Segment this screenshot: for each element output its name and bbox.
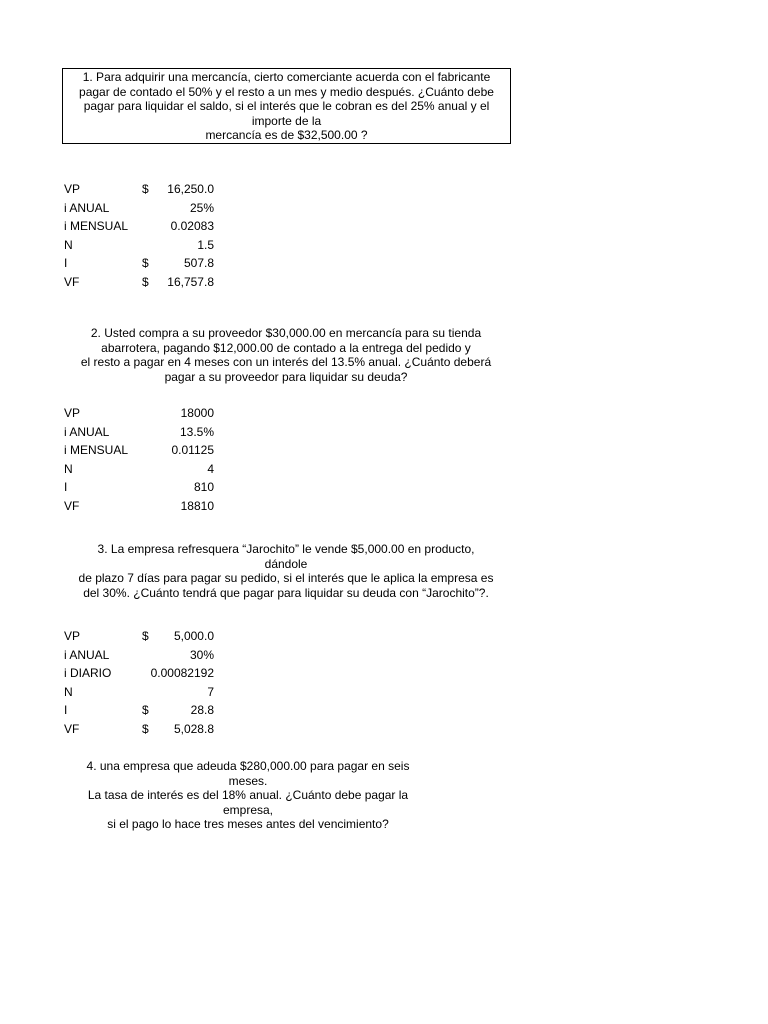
row-label: VP (64, 406, 81, 420)
problem-line: el resto a pagar en 4 meses con un interés del 13.5% anual. ¿Cuánto deberá (80, 355, 492, 369)
table-row (64, 478, 214, 497)
problem-3-table (64, 627, 214, 739)
row-label: N (64, 684, 73, 699)
row-label: i ANUAL (64, 200, 110, 215)
row-value: 507.8 (183, 256, 214, 271)
problem-2-table (64, 404, 214, 516)
problem-line: de plazo 7 días para pagar su pedido, si el interés que le aplica la empresa es (78, 571, 494, 585)
row-label: VF (64, 274, 80, 289)
currency-sign: $ (142, 703, 149, 718)
problem-line: empresa, (222, 802, 274, 817)
row-label: i MENSUAL (64, 219, 129, 234)
problem-line: pagar de contado el 50% y el resto a un mes y medio después. ¿Cuánto debe (79, 84, 494, 99)
row-value: 28.8 (190, 703, 214, 718)
problem-line: 1. Para adquirir una mercancía, cierto comerciante acuerda con el fabricante (82, 70, 491, 84)
table-row (64, 701, 214, 720)
currency-sign: $ (142, 721, 149, 736)
table-row (64, 720, 214, 739)
row-label: i ANUAL (64, 647, 110, 662)
row-value: 5,028.8 (173, 721, 214, 736)
row-value: 0.00082192 (150, 666, 214, 681)
row-value: 16,757.8 (167, 274, 214, 289)
row-value: 13.5% (179, 424, 214, 439)
table-row (64, 646, 214, 665)
problem-line: dándole (264, 556, 308, 571)
problem-line: La tasa de interés es del 18% anual. ¿Cuánto debe pagar la (87, 788, 409, 802)
row-value: 4 (207, 461, 214, 476)
row-value: 5,000.0 (173, 629, 214, 643)
row-value: 1.5 (197, 237, 214, 252)
row-value: 0.02083 (170, 219, 214, 234)
problem-line: pagar a su proveedor para liquidar su deuda? (164, 369, 408, 384)
row-value: 30% (189, 647, 214, 662)
row-value: 18810 (180, 498, 214, 513)
problem-1-statement (62, 68, 511, 144)
row-label: I (64, 256, 68, 271)
problem-line: importe de la (251, 113, 322, 128)
table-row (64, 254, 214, 273)
table-row (64, 199, 214, 218)
row-value: 16,250.0 (167, 182, 214, 196)
row-label: N (64, 237, 73, 252)
row-label: VF (64, 498, 80, 513)
table-row (64, 664, 214, 683)
row-label: VP (64, 629, 81, 643)
table-row (64, 273, 214, 292)
problem-line: 2. Usted compra a su proveedor $30,000.00 en mercancía para su tienda (90, 326, 482, 340)
problem-line: si el pago lo hace tres meses antes del vencimiento? (107, 817, 389, 831)
row-label: i MENSUAL (64, 443, 129, 458)
table-row (64, 441, 214, 460)
row-label: VF (64, 721, 80, 736)
problem-line: meses. (228, 773, 268, 788)
problem-line: abarrotera, pagando $12,000.00 de contado a la entrega del pedido y (101, 340, 471, 355)
row-value: 810 (193, 480, 214, 495)
problem-line: pagar para liquidar el saldo, si el interés que le cobran es del 25% anual y el (83, 99, 490, 113)
row-value: 0.01125 (171, 443, 214, 458)
table-row (64, 683, 214, 702)
problem-3-statement (64, 542, 508, 600)
problem-2-statement (64, 326, 508, 384)
table-row (64, 404, 214, 423)
table-row (64, 497, 214, 516)
row-value: 7 (207, 684, 214, 699)
currency-sign: $ (142, 256, 149, 271)
table-row (64, 627, 214, 646)
table-row (64, 236, 214, 255)
row-label: I (64, 703, 68, 718)
table-row (64, 180, 214, 199)
problem-line: 3. La empresa refresquera “Jarochito” le vende $5,000.00 en producto, (97, 542, 475, 556)
row-label: I (64, 480, 68, 495)
problem-line: 4. una empresa que adeuda $280,000.00 para pagar en seis (86, 759, 410, 773)
table-row (64, 217, 214, 236)
problem-line: del 30%. ¿Cuánto tendrá que pagar para liquidar su deuda con “Jarochito”?. (83, 585, 489, 600)
table-row (64, 423, 214, 442)
problem-1-table (64, 180, 214, 292)
currency-sign: $ (142, 182, 149, 196)
problem-4-statement (64, 759, 432, 832)
row-value: 18000 (180, 406, 214, 420)
currency-sign: $ (142, 629, 149, 643)
row-value: 25% (189, 200, 214, 215)
row-label: N (64, 461, 73, 476)
problem-line: mercancía es de $32,500.00 ? (205, 128, 368, 142)
row-label: i DIARIO (64, 666, 112, 681)
table-row (64, 460, 214, 479)
row-label: i ANUAL (64, 424, 110, 439)
currency-sign: $ (142, 274, 149, 289)
row-label: VP (64, 182, 81, 196)
